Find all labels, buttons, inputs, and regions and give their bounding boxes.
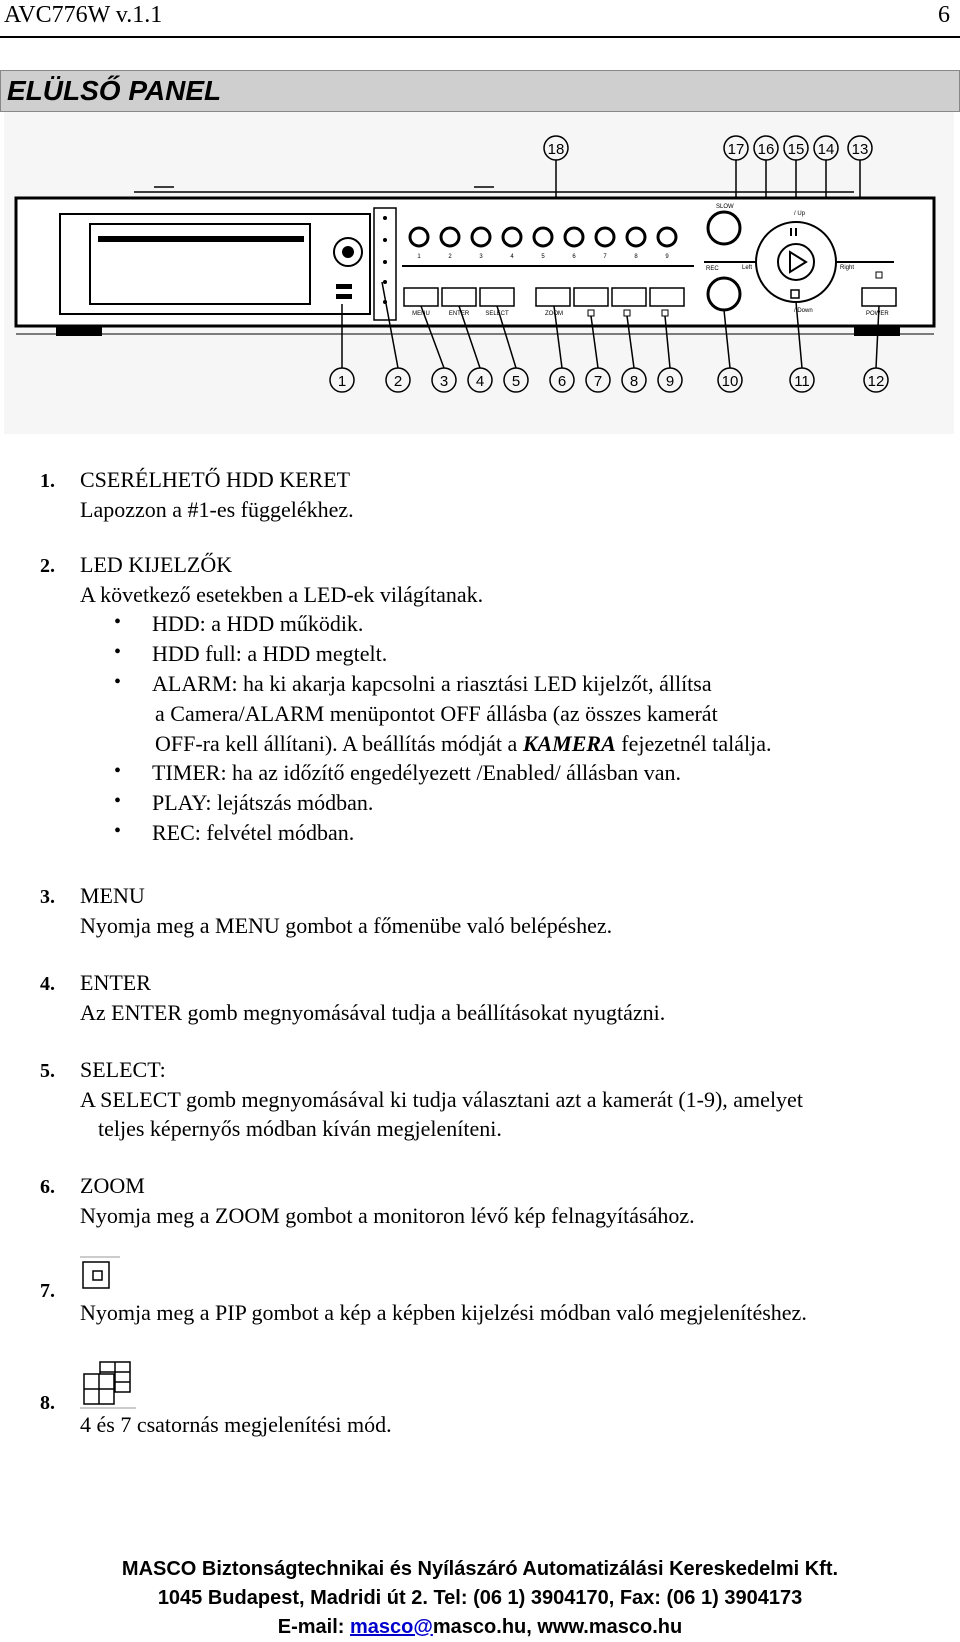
section-6-title: ZOOM (80, 1173, 145, 1198)
footer-company: MASCO Biztonságtechnikai és Nyílászáró Automatizálási Kereskedelmi Kft. (121, 1558, 839, 1580)
section-2-number: 2. (40, 555, 55, 577)
svg-text:Right: Right (840, 265, 855, 271)
section-5-title: SELECT: (80, 1057, 166, 1082)
section-1-title: CSERÉLHETŐ HDD KERET (80, 467, 351, 492)
bullet-icon: • (114, 611, 122, 633)
svg-text:2: 2 (393, 373, 403, 390)
svg-text:12: 12 (867, 373, 885, 390)
bullet-icon: • (114, 671, 122, 693)
section-3-title: MENU (80, 883, 145, 908)
section-2-text: A következő esetekben a LED-ek világítanak. (80, 582, 484, 607)
svg-text:1: 1 (417, 254, 421, 260)
svg-text:3: 3 (479, 254, 483, 260)
svg-text:4: 4 (510, 254, 514, 260)
svg-text:ENTER: ENTER (448, 311, 470, 317)
svg-text:6: 6 (557, 373, 567, 390)
pip-icon (80, 1256, 120, 1292)
page-number: 6 (938, 2, 950, 28)
section-5-text-cont: teljes képernyős módban kíván megjeleníteni. (98, 1116, 502, 1141)
document-id: AVC776W v.1.1 (4, 2, 163, 28)
quad-display-icon (80, 1360, 136, 1410)
bullet-icon: • (114, 820, 122, 842)
svg-text:9: 9 (665, 373, 675, 390)
svg-text:SLOW: SLOW (716, 204, 734, 210)
bullet-alarm-cont: a Camera/ALARM menüpontot OFF állásba (az összes kamerát (155, 701, 718, 726)
svg-text:4: 4 (475, 373, 485, 390)
svg-text:5: 5 (511, 373, 521, 390)
svg-text:8: 8 (634, 254, 638, 260)
section-title-bar (0, 70, 960, 112)
svg-text:5: 5 (541, 254, 545, 260)
svg-text:POWER: POWER (866, 311, 889, 317)
section-4-text: Az ENTER gomb megnyomásával tudja a beállításokat nyugtázni. (80, 1000, 666, 1025)
section-7-number: 7. (40, 1280, 55, 1302)
section-5-number: 5. (40, 1060, 55, 1082)
bullet-hdd: HDD: a HDD működik. (152, 611, 364, 636)
section-5-text: A SELECT gomb megnyomásával ki tudja választani azt a kamerát (1-9), amelyet (80, 1087, 803, 1112)
bullet-alarm-cont-2: OFF-ra kell állítani). A beállítás módját a KAMERA fejezetnél találja. (155, 731, 772, 756)
section-3-number: 3. (40, 886, 55, 908)
footer (0, 1555, 960, 1642)
svg-text:17: 17 (727, 141, 745, 158)
section-7-text: Nyomja meg a PIP gombot a kép a képben kijelzési módban való megjelenítéshez. (80, 1300, 807, 1325)
front-panel-diagram (4, 112, 954, 434)
svg-text:10: 10 (721, 373, 739, 390)
svg-text:/ Down: / Down (794, 308, 813, 314)
section-2-title: LED KIJELZŐK (80, 552, 233, 577)
section-4-title: ENTER (80, 970, 151, 995)
section-8-text: 4 és 7 csatornás megjelenítési mód. (80, 1412, 392, 1437)
section-3-text: Nyomja meg a MENU gombot a főmenübe való belépéshez. (80, 913, 613, 938)
svg-text:Left: Left (742, 265, 753, 271)
svg-text:MENU: MENU (412, 311, 430, 317)
callout-18: 18 (547, 141, 565, 158)
svg-text:11: 11 (794, 373, 810, 390)
svg-text:16: 16 (757, 141, 775, 158)
section-1-text: Lapozzon a #1-es függelékhez. (80, 497, 354, 522)
svg-text:3: 3 (439, 373, 449, 390)
svg-text:REC: REC (706, 266, 719, 272)
svg-text:ZOOM: ZOOM (545, 311, 563, 317)
page-title: ELÜLSŐ PANEL (7, 75, 222, 106)
svg-text:13: 13 (851, 141, 869, 158)
bullet-icon: • (114, 641, 122, 663)
footer-contact: E-mail: masco@masco.hu, www.masco.hu (277, 1616, 683, 1638)
email-link[interactable]: masco@ (350, 1616, 433, 1638)
svg-text:1: 1 (337, 373, 347, 390)
svg-text:15: 15 (787, 141, 805, 158)
svg-text:6: 6 (572, 254, 576, 260)
footer-address: 1045 Budapest, Madridi út 2. Tel: (06 1) 3904170, Fax: (06 1) 3904173 (157, 1587, 803, 1609)
section-4-number: 4. (40, 973, 55, 995)
section-6-number: 6. (40, 1176, 55, 1198)
section-6-text: Nyomja meg a ZOOM gombot a monitoron lévő kép felnagyításához. (80, 1203, 695, 1228)
bullet-play: PLAY: lejátszás módban. (152, 790, 374, 815)
kamera-emphasis: KAMERA (522, 731, 616, 756)
section-8-number: 8. (40, 1392, 55, 1414)
bullet-rec: REC: felvétel módban. (152, 820, 355, 845)
bullet-icon: • (114, 790, 122, 812)
bullet-icon: • (114, 760, 122, 782)
svg-text:14: 14 (817, 141, 835, 158)
bullet-alarm: ALARM: ha ki akarja kapcsolni a riasztási LED kijelzőt, állítsa (152, 671, 712, 696)
section-1-number: 1. (40, 470, 55, 492)
header-rule (0, 36, 960, 38)
svg-text:SELECT: SELECT (485, 311, 509, 317)
svg-text:7: 7 (593, 373, 603, 390)
svg-text:/ Up: / Up (794, 211, 806, 217)
bullet-hdd-full: HDD full: a HDD megtelt. (152, 641, 388, 666)
svg-text:9: 9 (665, 254, 669, 260)
svg-text:2: 2 (448, 254, 452, 260)
bullet-timer: TIMER: ha az időzítő engedélyezett /Enabled/ állásban van. (152, 760, 682, 785)
svg-text:8: 8 (629, 373, 639, 390)
svg-text:7: 7 (603, 254, 607, 260)
